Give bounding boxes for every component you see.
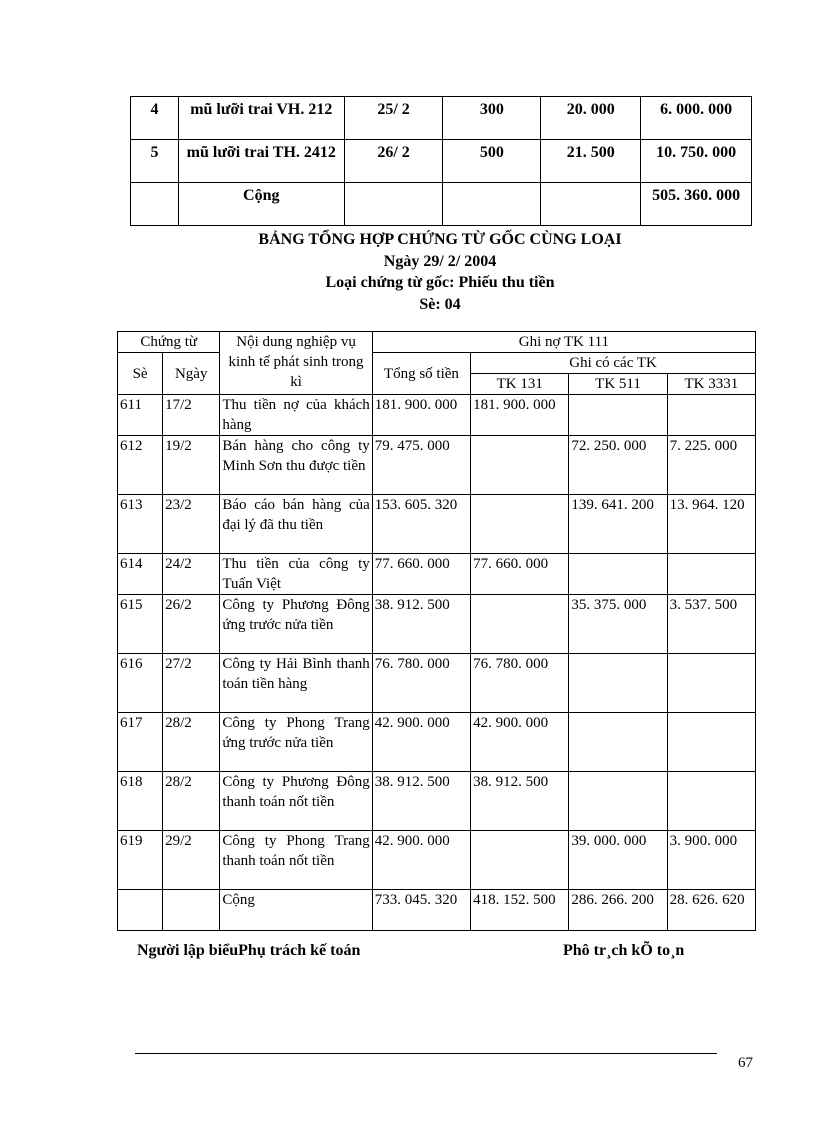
total-row [131,183,752,226]
header-ghi-co: Ghi có các TK [471,353,756,374]
tong-cell: 79. 475. 000 [372,436,470,495]
total-tk3331: 28. 626. 620 [667,890,755,931]
header-noi-dung: Nội dung nghiệp vụ kinh tế phát sinh trong kì [220,332,372,395]
report-title: BẢNG TỔNG HỢP CHỨNG TỪ GỐC CÙNG LOẠI [258,231,622,248]
tong-cell: 181. 900. 000 [372,395,470,436]
total-tk131: 418. 152. 500 [471,890,569,931]
tk3331-cell [667,395,755,436]
tk511-cell [569,554,667,595]
total-tong: 733. 045. 320 [372,890,470,931]
page-number: 67 [738,1055,753,1071]
noi-dung-cell: Công ty Hải Bình thanh toán tiền hàng [220,654,372,713]
item-name-cell: mũ lưỡi trai VH. 212 [178,97,344,140]
so-cell: 612 [118,436,163,495]
tk131-cell: 181. 900. 000 [471,395,569,436]
tong-cell: 153. 605. 320 [372,495,470,554]
tk131-cell [471,436,569,495]
tk3331-cell: 7. 225. 000 [667,436,755,495]
table-row [118,713,756,772]
report-number: Sè: 04 [419,296,461,313]
table-row [118,654,756,713]
noi-dung-cell: Báo cáo bán hàng của đại lý đã thu tiền [220,495,372,554]
ngay-cell: 17/2 [163,395,220,436]
tong-cell: 38. 912. 500 [372,595,470,654]
total-row [118,890,756,931]
tk511-cell: 39. 000. 000 [569,831,667,890]
header-chung-tu: Chứng từ [118,332,220,353]
tk3331-cell [667,772,755,831]
total-label: Cộng [220,890,372,931]
tk3331-cell: 13. 964. 120 [667,495,755,554]
header-ghi-no: Ghi nợ TK 111 [372,332,755,353]
tk511-cell [569,654,667,713]
date-cell: 26/ 2 [344,140,443,183]
table-row [118,395,756,436]
ngay-cell: 26/2 [163,595,220,654]
tong-cell: 76. 780. 000 [372,654,470,713]
so-cell: 617 [118,713,163,772]
header-tong-so-tien: Tổng số tiền [372,353,470,395]
report-date: Ngày 29/ 2/ 2004 [383,253,497,270]
header-tk511: TK 511 [569,374,667,395]
summary-table [117,331,756,931]
noi-dung-cell: Bán hàng cho công ty Minh Sơn thu được tiền [220,436,372,495]
so-cell: 614 [118,554,163,595]
table-row [118,554,756,595]
noi-dung-cell: Công ty Phong Trang ứng trước nửa tiền [220,713,372,772]
tk511-cell [569,772,667,831]
noi-dung-cell: Thu tiền nợ của khách hàng [220,395,372,436]
so-cell: 613 [118,495,163,554]
table-row [118,436,756,495]
table-row [131,97,752,140]
header-so: Sè [118,353,163,395]
noi-dung-cell: Công ty Phương Đông ứng trước nửa tiền [220,595,372,654]
tk131-cell [471,595,569,654]
tk131-cell: 42. 900. 000 [471,713,569,772]
ngay-cell: 27/2 [163,654,220,713]
tong-cell: 42. 900. 000 [372,831,470,890]
header-ngay: Ngày [163,353,220,395]
ngay-cell: 28/2 [163,713,220,772]
tk511-cell: 139. 641. 200 [569,495,667,554]
so-cell: 616 [118,654,163,713]
tk511-cell [569,713,667,772]
total-tk511: 286. 266. 200 [569,890,667,931]
ngay-cell: 24/2 [163,554,220,595]
tk3331-cell: 3. 900. 000 [667,831,755,890]
header-row [118,332,756,353]
amount-cell: 6. 000. 000 [641,97,752,140]
table-row [131,140,752,183]
report-doc-type: Loại chứng từ gốc: Phiếu thu tiền [325,274,555,291]
table-row [118,595,756,654]
total-amount: 505. 360. 000 [641,183,752,226]
so-cell: 611 [118,395,163,436]
ngay-cell: 23/2 [163,495,220,554]
ngay-cell: 28/2 [163,772,220,831]
tk3331-cell: 3. 537. 500 [667,595,755,654]
noi-dung-cell: Thu tiền của công ty Tuấn Việt [220,554,372,595]
tk131-cell: 76. 780. 000 [471,654,569,713]
tk131-cell: 38. 912. 500 [471,772,569,831]
stt-cell: 4 [131,97,179,140]
noi-dung-cell: Công ty Phong Trang thanh toán nốt tiền [220,831,372,890]
tong-cell: 42. 900. 000 [372,713,470,772]
tk131-cell [471,495,569,554]
so-cell: 619 [118,831,163,890]
tk511-cell [569,395,667,436]
signature-left: Người lập biểuPhụ trách kế toán [137,942,361,959]
tk3331-cell [667,654,755,713]
price-cell: 20. 000 [541,97,641,140]
ngay-cell: 29/2 [163,831,220,890]
quantity-cell: 300 [443,97,541,140]
footer-divider [135,1053,717,1054]
header-tk131: TK 131 [471,374,569,395]
tong-cell: 77. 660. 000 [372,554,470,595]
tk131-cell [471,831,569,890]
header-tk3331: TK 3331 [667,374,755,395]
total-label: Cộng [178,183,344,226]
table-row [118,772,756,831]
tk3331-cell [667,713,755,772]
tong-cell: 38. 912. 500 [372,772,470,831]
goods-table [130,96,752,226]
item-name-cell: mũ lưỡi trai TH. 2412 [178,140,344,183]
signature-right: Phô tr¸ch kÕ to¸n [563,942,685,959]
tk131-cell: 77. 660. 000 [471,554,569,595]
noi-dung-cell: Công ty Phương Đông thanh toán nốt tiền [220,772,372,831]
quantity-cell: 500 [443,140,541,183]
date-cell: 25/ 2 [344,97,443,140]
tk511-cell: 35. 375. 000 [569,595,667,654]
table-row [118,495,756,554]
tk3331-cell [667,554,755,595]
table-row [118,831,756,890]
tk511-cell: 72. 250. 000 [569,436,667,495]
ngay-cell: 19/2 [163,436,220,495]
so-cell: 615 [118,595,163,654]
price-cell: 21. 500 [541,140,641,183]
so-cell: 618 [118,772,163,831]
amount-cell: 10. 750. 000 [641,140,752,183]
stt-cell: 5 [131,140,179,183]
header-row [118,353,756,374]
